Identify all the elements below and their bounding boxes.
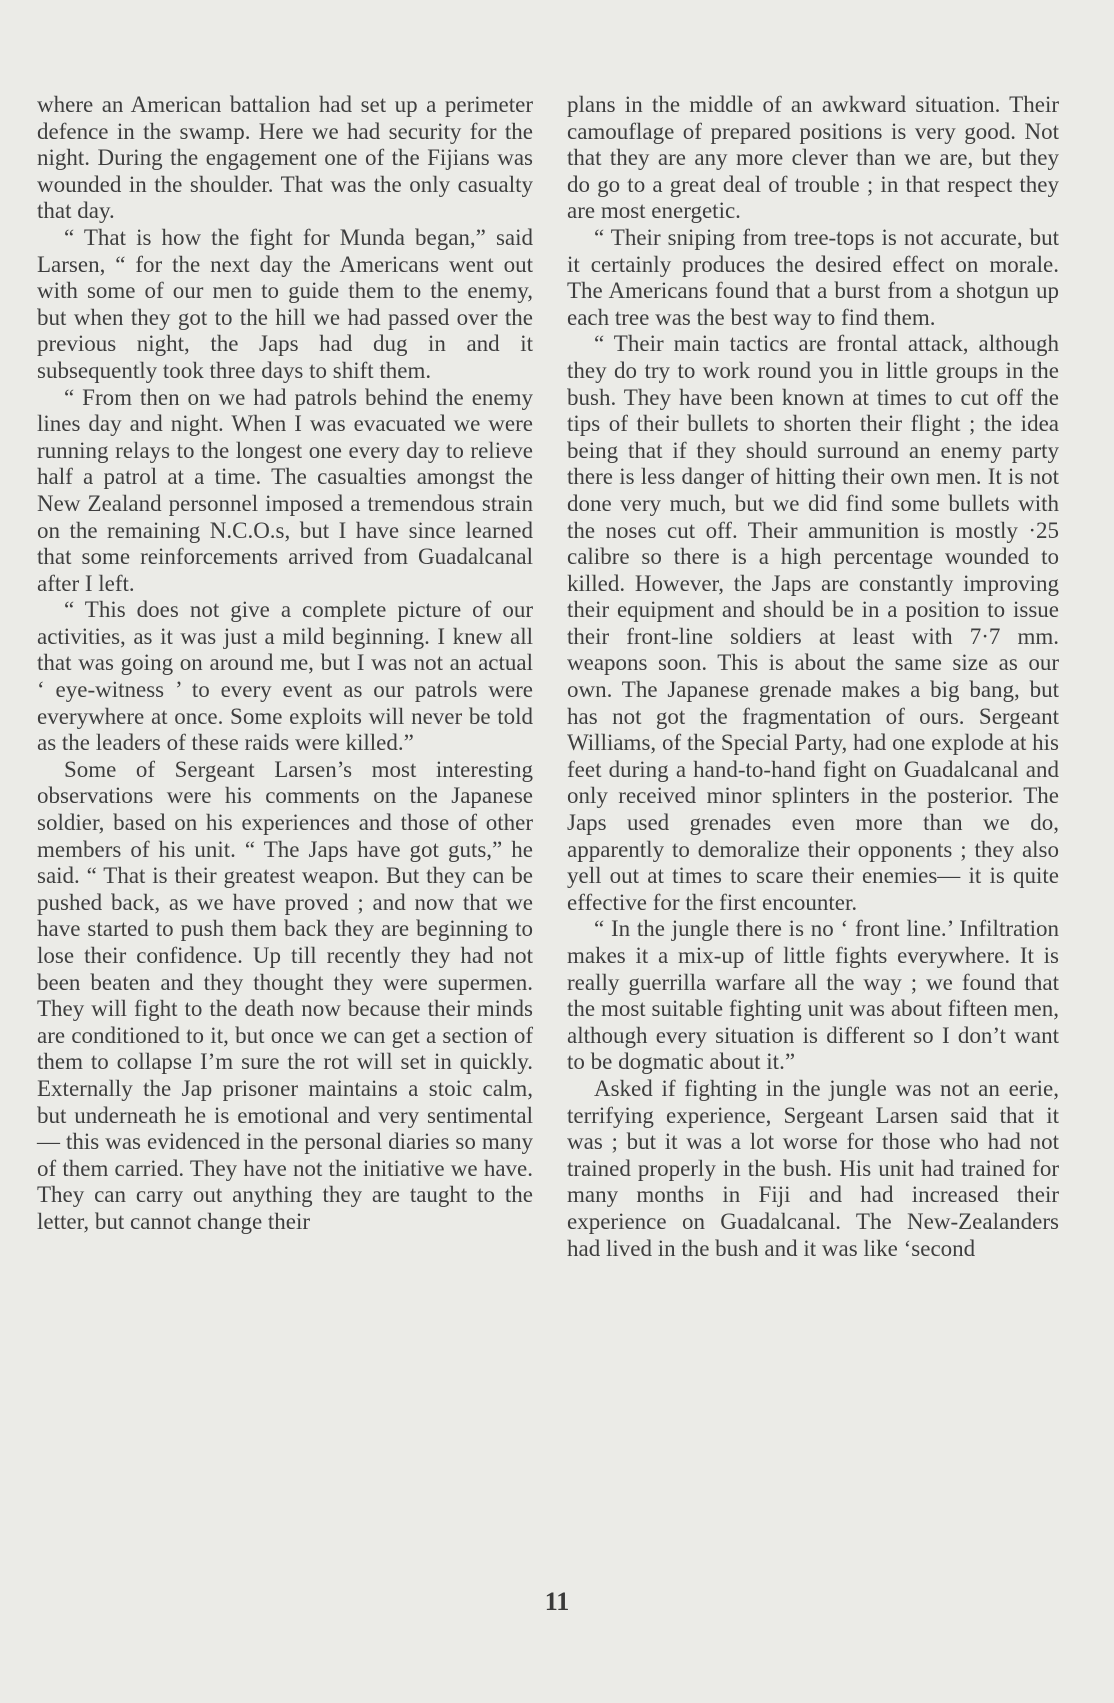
paragraph: “ Their sniping from tree-tops is not accurate, but it certainly produces the desired effect on morale. The Americans found that a burst from a shotgun up each tree was the best way to find them.	[567, 224, 1059, 330]
paragraph: “ In the jungle there is no ‘ front line.’ Infiltration makes it a mix-up of little fights everywhere. It is really guerrilla warfare all the way ; we found that the most suitable fighting unit was about fifteen men, although every situation is different so I don’t want to be dogmatic about it.”	[567, 916, 1059, 1075]
paragraph: plans in the middle of an awkward situation. Their camouflage of prepared positions is very good. Not that they are any more clever than we are, but they do go to a great deal of trouble ; in that respect they are most energetic.	[567, 92, 1059, 224]
paragraph: “ From then on we had patrols behind the enemy lines day and night. When I was evacuated we were running relays to the longest one every day to relieve half a patrol at a time. The casualties amongst the New Zealand personnel imposed a tremendous strain on the remaining N.C.O.s, but I have since learned that some reinforcements arrived from Guadalcanal after I left.	[37, 384, 533, 596]
paragraph: where an American battalion had set up a perimeter defence in the swamp. Here we had security for the night. During the engagement one of the Fijians was wounded in the shoulder. That was the only casualty that day.	[37, 92, 533, 224]
paragraph: Some of Sergeant Larsen’s most interesting observations were his comments on the Japanese soldier, based on his experiences and those of other members of his unit. “ The Japs have got guts,” he said. “ That is their greatest weapon. But they can be pushed back, as we have proved ; and now that we have started to push them back they are beginning to lose their confidence. Up till recently they had not been beaten and they thought they were supermen. They will fight to the death now because their minds are conditioned to it, but once we can get a section of them to collapse I’m sure the rot will set in quickly. Externally the Jap prisoner maintains a stoic calm, but underneath he is emotional and very sentimental— this was evidenced in the personal diaries so many of them carried. They have not the initiative we have. They can carry out anything they are taught to the letter, but cannot change their	[37, 756, 533, 1234]
paragraph: “ This does not give a complete picture of our activities, as it was just a mild beginning. I knew all that was going on around me, but I was not an actual ‘ eye-witness ’ to every event as our patrols were everywhere at once. Some exploits will never be told as the leaders of these raids were killed.”	[37, 597, 533, 756]
paragraph: Asked if fighting in the jungle was not an eerie, terrifying experience, Sergeant Larsen said that it was ; but it was a lot worse for those who had not trained properly in the bush. His unit had trained for many months in Fiji and had increased their experience on Guadalcanal. The New-Zealanders had lived in the bush and it was like ‘second	[567, 1075, 1059, 1261]
paragraph: “ That is how the fight for Munda began,” said Larsen, “ for the next day the Americans went out with some of our men to guide them to the enemy, but when they got to the hill we had passed over the previous night, the Japs had dug in and it subsequently took three days to shift them.	[37, 224, 533, 383]
left-text-column	[37, 92, 533, 1236]
paragraph: “ Their main tactics are frontal attack, although they do try to work round you in little groups in the bush. They have been known at times to cut off the tips of their bullets to shorten their flight ; the idea being that if they should surround an enemy party there is less danger of hitting their own men. It is not done very much, but we did find some bullets with the noses cut off. Their ammunition is mostly ·25 calibre so there is a high percentage wounded to killed. However, the Japs are constantly improving their equipment and should be in a position to issue their front-line soldiers at least with 7·7 mm. weapons soon. This is about the same size as our own. The Japanese grenade makes a big bang, but has not got the fragmentation of ours. Sergeant Williams, of the Special Party, had one explode at his feet during a hand-to-hand fight on Guadalcanal and only received minor splinters in the posterior. The Japs used grenades even more than we do, apparently to demoralize their opponents ; they also yell out at times to scare their enemies— it is quite effective for the first encounter.	[567, 331, 1059, 915]
page-number: 11	[544, 1587, 570, 1616]
right-text-column	[567, 92, 1059, 1262]
